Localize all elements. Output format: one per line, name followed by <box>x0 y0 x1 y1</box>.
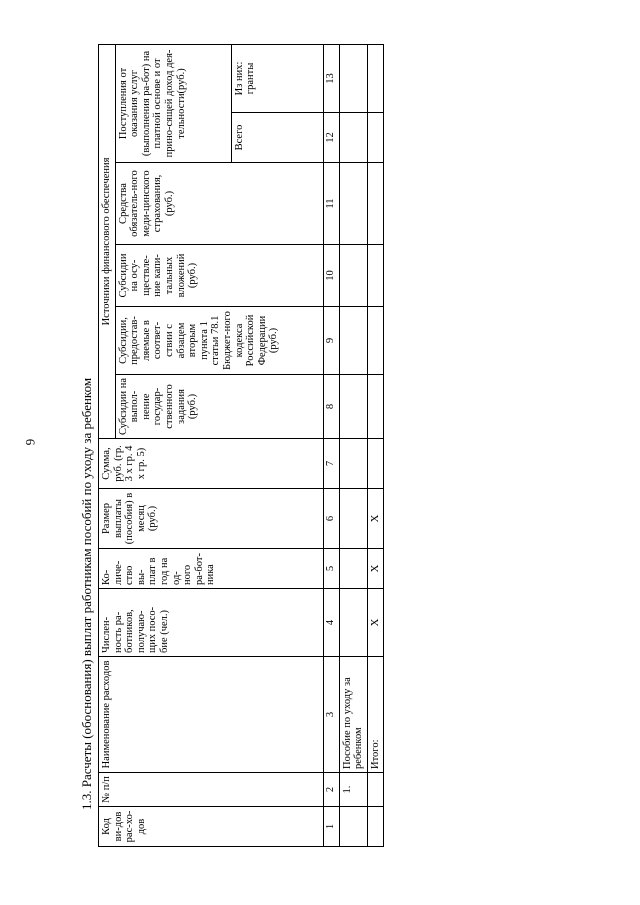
header-income: Поступления от оказания услуг (выполнения ра-бот) на платной основе и от прино-сящей доход дея-тельности(руб.) <box>115 44 231 162</box>
calculation-table <box>98 44 384 847</box>
table-row-total <box>367 44 384 846</box>
cell-size: Х <box>367 489 384 549</box>
header-size: Размер выплаты (пособия) в месяц (руб.) <box>99 489 324 549</box>
cell-c10 <box>367 245 384 307</box>
column-number: 5 <box>323 549 339 589</box>
cell-c12 <box>339 113 367 163</box>
header-num: № п/п <box>99 773 324 807</box>
column-number: 8 <box>323 375 339 439</box>
cell-num <box>367 773 384 807</box>
header-name: Наименование расходов <box>99 657 324 773</box>
cell-sum <box>367 439 384 489</box>
cell-count <box>339 549 367 589</box>
cell-code <box>367 807 384 847</box>
cell-c13 <box>367 44 384 112</box>
calculation-table-wrapper <box>98 45 384 847</box>
cell-c11 <box>339 163 367 245</box>
header-count: Ко-личе-ство вы-плат в год на од-ного ра-бот-ника <box>99 549 324 589</box>
cell-staff <box>339 589 367 657</box>
cell-c8 <box>339 375 367 439</box>
column-number: 4 <box>323 589 339 657</box>
cell-sum <box>339 439 367 489</box>
cell-c10 <box>339 245 367 307</box>
header-sources: Источники финансового обеспечения <box>99 44 116 438</box>
header-grants: Из них: гранты <box>231 44 323 112</box>
column-number: 9 <box>323 307 339 375</box>
header-oms: Средства обязатель-ного меди-цинского страхования, (руб.) <box>115 163 323 245</box>
column-number: 1 <box>323 807 339 847</box>
header-staff: Числен-ность ра-ботников, получаю-щих посо-бие (чел.) <box>99 589 324 657</box>
column-number: 6 <box>323 489 339 549</box>
column-number-row <box>323 44 339 846</box>
column-number: 12 <box>323 113 339 163</box>
section-title: 1.3. Расчеты (обоснования) выплат работникам пособий по уходу за ребенком <box>79 377 94 810</box>
cell-c9 <box>367 307 384 375</box>
cell-count: Х <box>367 549 384 589</box>
column-number: 7 <box>323 439 339 489</box>
table-row <box>339 44 367 846</box>
header-code: Код ви-дов рас-хо-дов <box>99 807 324 847</box>
header-sum: Сумма, руб. (гр. 3 х гр. 4 х гр. 5) <box>99 439 324 489</box>
column-number: 13 <box>323 44 339 112</box>
column-number: 11 <box>323 163 339 245</box>
cell-num: 1. <box>339 773 367 807</box>
cell-code <box>339 807 367 847</box>
cell-c12 <box>367 113 384 163</box>
cell-c11 <box>367 163 384 245</box>
cell-name: Итого: <box>367 657 384 773</box>
column-number: 10 <box>323 245 339 307</box>
cell-c8 <box>367 375 384 439</box>
header-subsidy-capital: Субсидии на осу-ществле-ние капи-тальных вложений (руб.) <box>115 245 323 307</box>
cell-staff: Х <box>367 589 384 657</box>
cell-c9 <box>339 307 367 375</box>
cell-c13 <box>339 44 367 112</box>
cell-size <box>339 489 367 549</box>
header-total: Всего <box>231 113 323 163</box>
cell-name: Пособие по уходу за ребенком <box>339 657 367 773</box>
header-subsidy-task: Субсидии на выпол-нение государ-ственного задания (руб.) <box>115 375 323 439</box>
page-number: 6 <box>23 438 38 446</box>
header-subsidy-781: Субсидии, предостав-ляемые в соответ-ствии с абзацем вторым пункта 1 статьи 78.1 Бюджет-ного кодекса Российской Федерации (руб.) <box>115 307 323 375</box>
column-number: 3 <box>323 657 339 773</box>
column-number: 2 <box>323 773 339 807</box>
